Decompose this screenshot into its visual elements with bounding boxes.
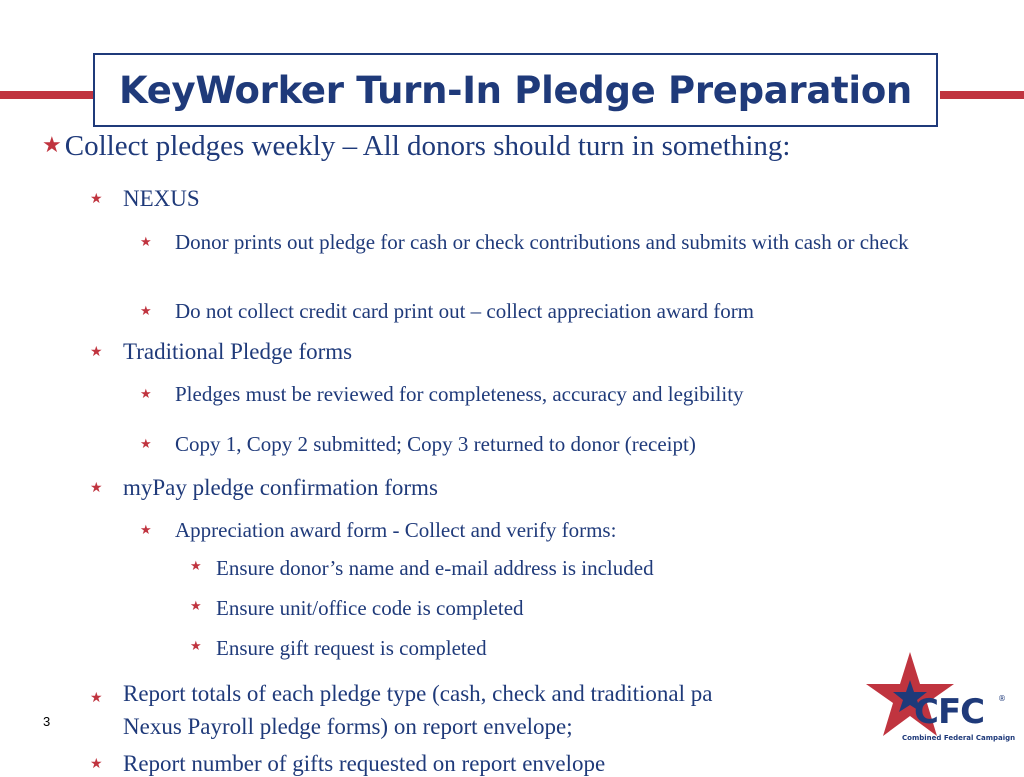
title-box [93, 53, 938, 127]
star-icon: ★ [90, 691, 103, 706]
cfc-logo [862, 650, 1016, 750]
bullet-mypay-1 [140, 515, 1010, 545]
bullet-text: Ensure unit/office code is completed [216, 596, 524, 620]
bullet-text: NEXUS [123, 186, 200, 211]
bullet-nexus [90, 186, 200, 212]
slide-title: KeyWorker Turn-In Pledge Preparation [119, 68, 912, 112]
bullet-text-line2: Nexus Payroll pledge forms) on report envelope; [123, 714, 573, 739]
bullet-mypay-1a [190, 556, 654, 581]
star-icon: ★ [90, 345, 103, 360]
bullet-text: Traditional Pledge forms [123, 339, 353, 364]
bullet-text-line1: Report totals of each pledge type (cash, check and traditional pa [123, 681, 713, 706]
bullet-traditional [90, 339, 352, 365]
star-icon: ★ [90, 481, 103, 496]
star-icon: ★ [90, 192, 103, 207]
bullet-report-2 [90, 751, 605, 777]
star-icon: ★ [140, 386, 152, 401]
bullet-text: Ensure gift request is completed [216, 636, 487, 660]
bullet-nexus-1 [140, 227, 1010, 257]
star-icon: ★ [190, 598, 202, 613]
star-icon: ★ [140, 234, 152, 249]
cfc-logo-text: CFC [914, 692, 985, 732]
bullet-text: Copy 1, Copy 2 submitted; Copy 3 returned to donor (receipt) [175, 432, 696, 456]
cfc-tagline: Combined Federal Campaign [902, 734, 1016, 742]
star-icon: ★ [190, 558, 202, 573]
bullet-text: Donor prints out pledge for cash or check contributions and submits with cash or check [175, 230, 909, 254]
bullet-text: myPay pledge confirmation forms [123, 475, 438, 500]
bullet-traditional-2 [140, 429, 1010, 459]
star-icon: ★ [140, 436, 152, 451]
bullet-mypay-1b [190, 596, 524, 621]
cfc-registered-mark: ® [998, 694, 1006, 703]
page-number: 3 [43, 714, 51, 729]
bullet-traditional-1 [140, 379, 1010, 409]
bullet-report [90, 677, 712, 743]
star-icon: ★ [140, 303, 152, 318]
bullet-main [42, 130, 790, 163]
bullet-text: Pledges must be reviewed for completeness, accuracy and legibility [175, 382, 744, 406]
star-icon: ★ [190, 638, 202, 653]
bullet-mypay [90, 475, 438, 501]
bullet-text: Ensure donor’s name and e-mail address is included [216, 556, 654, 580]
bullet-nexus-2 [140, 296, 1010, 326]
title-rule-right [940, 91, 1024, 99]
bullet-mypay-1c [190, 636, 487, 661]
star-icon: ★ [90, 757, 103, 772]
bullet-text: Do not collect credit card print out – collect appreciation award form [175, 299, 755, 323]
bullet-text: Report number of gifts requested on report envelope [123, 751, 606, 776]
bullet-text: Appreciation award form - Collect and verify forms: [175, 518, 617, 542]
star-icon: ★ [42, 132, 62, 157]
title-rule-left [0, 91, 96, 99]
bullet-text: Collect pledges weekly – All donors should turn in something: [64, 130, 791, 162]
star-icon: ★ [140, 522, 152, 537]
